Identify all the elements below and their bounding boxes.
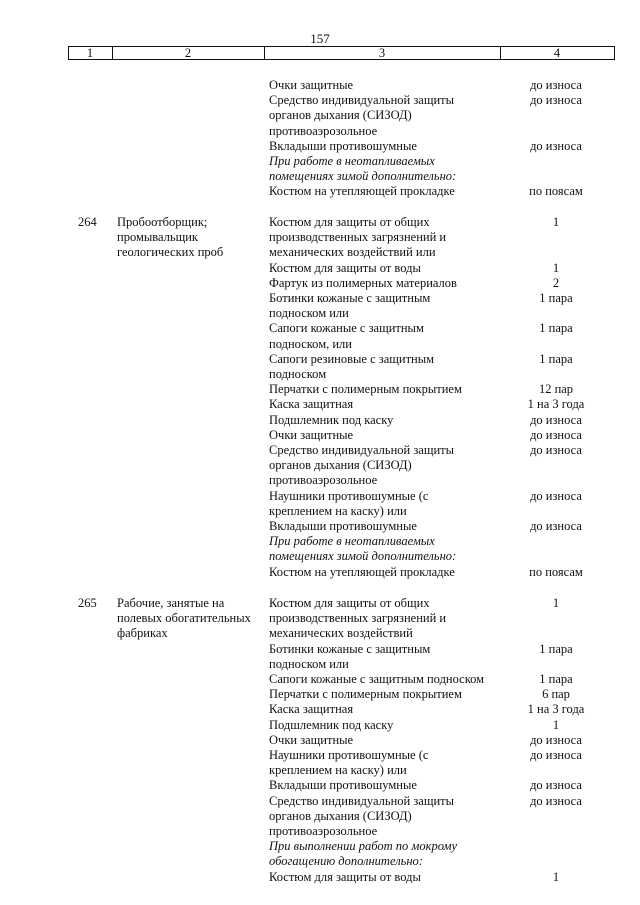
equipment-item: Сапоги кожаные с защитным подноском — [269, 672, 485, 686]
profession-name: промывальщик — [117, 230, 198, 245]
issue-norm: 1 пара — [539, 321, 573, 336]
issue-norm: 1 пара — [539, 672, 573, 686]
equipment-item: органов дыхания (СИЗОД) — [269, 808, 412, 823]
condition-note: При выполнении работ по мокрому — [269, 839, 458, 854]
issue-norm: до износа — [530, 138, 582, 153]
issue-norm: 1 пара — [539, 291, 573, 305]
equipment-item: Ботинки кожаные с защитным — [269, 641, 431, 656]
table-header — [68, 46, 615, 60]
issue-norm: по поясам — [529, 564, 583, 579]
issue-norm: до износа — [530, 78, 582, 92]
equipment-item: Средство индивидуальной защиты — [269, 443, 455, 457]
equipment-item: Очки защитные — [269, 427, 354, 442]
profession-name: Рабочие, занятые на — [117, 596, 225, 610]
condition-note: При работе в неотапливаемых — [269, 154, 435, 168]
equipment-item: органов дыхания (СИЗОД) — [269, 458, 412, 473]
equipment-item: противоаэрозольное — [269, 123, 378, 138]
equipment-item: Костюм для защиты от воды — [269, 260, 421, 275]
issue-norm: до износа — [530, 778, 582, 793]
equipment-item: производственных загрязнений и — [269, 230, 447, 245]
issue-norm: до износа — [530, 519, 582, 533]
issue-norm: 1 на 3 года — [527, 397, 585, 412]
issue-norm: 1 — [552, 215, 560, 229]
row-number: 265 — [78, 596, 97, 610]
issue-norm: 12 пар — [538, 382, 574, 397]
equipment-item: Перчатки с полимерным покрытием — [269, 687, 462, 702]
equipment-item: подноском — [269, 367, 327, 381]
equipment-item: противоаэрозольное — [269, 824, 378, 838]
equipment-item: органов дыхания (СИЗОД) — [269, 108, 412, 123]
issue-norm: 1 — [552, 260, 560, 275]
issue-norm: до износа — [530, 93, 582, 108]
profession-name: фабриках — [117, 626, 168, 641]
header-col-4: 4 — [553, 46, 561, 60]
header-col-1: 1 — [86, 46, 94, 60]
equipment-item: Вкладыши противошумные — [269, 138, 417, 153]
equipment-item: Ботинки кожаные с защитным — [269, 291, 431, 305]
equipment-item: Костюм для защиты от воды — [269, 869, 421, 884]
issue-norm: до износа — [530, 748, 582, 762]
issue-norm: 1 пара — [539, 351, 573, 366]
issue-norm: по поясам — [529, 184, 583, 199]
issue-norm: 1 пара — [539, 641, 573, 656]
issue-norm: до износа — [530, 412, 582, 427]
issue-norm: до износа — [530, 488, 582, 503]
equipment-item: подноском или — [269, 656, 349, 671]
equipment-item: механических воздействий — [269, 626, 413, 641]
equipment-item: механических воздействий или — [269, 245, 436, 260]
header-col-2: 2 — [184, 46, 192, 60]
header-divider — [614, 46, 615, 60]
equipment-item: Вкладыши противошумные — [269, 519, 417, 533]
issue-norm: до износа — [530, 793, 582, 808]
issue-norm: до износа — [530, 427, 582, 442]
equipment-item: креплением на каску) или — [269, 503, 407, 518]
issue-norm: 2 — [552, 275, 560, 290]
equipment-item: подноском или — [269, 306, 349, 321]
equipment-item: креплением на каску) или — [269, 763, 407, 778]
profession-name: Пробоотборщик; — [117, 215, 208, 229]
row-number: 264 — [78, 215, 97, 229]
issue-norm: 1 на 3 года — [527, 702, 585, 717]
equipment-item: производственных загрязнений и — [269, 611, 447, 626]
equipment-item: Сапоги резиновые с защитным — [269, 351, 435, 366]
page-number: 157 — [310, 31, 330, 46]
condition-note: помещениях зимой дополнительно: — [269, 169, 457, 184]
equipment-item: подноском, или — [269, 336, 352, 351]
header-col-3: 3 — [378, 46, 386, 60]
issue-norm: 6 пар — [542, 687, 570, 702]
condition-note: обогащению дополнительно: — [269, 854, 423, 869]
equipment-item: Костюм для защиты от общих — [269, 596, 430, 610]
issue-norm: 1 — [552, 869, 560, 884]
issue-norm: 1 — [552, 717, 560, 732]
equipment-item: Каска защитная — [269, 397, 354, 412]
condition-note: помещениях зимой дополнительно: — [269, 549, 457, 564]
equipment-item: Средство индивидуальной защиты — [269, 793, 455, 808]
equipment-item: Костюм на утепляющей прокладке — [269, 564, 455, 579]
equipment-item: Подшлемник под каску — [269, 412, 394, 427]
equipment-item: Подшлемник под каску — [269, 717, 394, 732]
equipment-item: Наушники противошумные (с — [269, 488, 429, 503]
equipment-item: Сапоги кожаные с защитным — [269, 321, 424, 336]
profession-name: геологических проб — [117, 245, 224, 260]
issue-norm: до износа — [530, 732, 582, 747]
equipment-item: Каска защитная — [269, 702, 354, 717]
equipment-item: противоаэрозольное — [269, 473, 378, 488]
equipment-item: Средство индивидуальной защиты — [269, 93, 455, 108]
condition-note: При работе в неотапливаемых — [269, 534, 435, 549]
profession-name: полевых обогатительных — [117, 611, 251, 626]
equipment-item: Костюм для защиты от общих — [269, 215, 430, 229]
equipment-item: Перчатки с полимерным покрытием — [269, 382, 462, 397]
equipment-item: Наушники противошумные (с — [269, 748, 429, 762]
equipment-item: Очки защитные — [269, 78, 354, 92]
equipment-item: Костюм на утепляющей прокладке — [269, 184, 455, 199]
equipment-item: Очки защитные — [269, 732, 354, 747]
equipment-item: Фартук из полимерных материалов — [269, 275, 457, 290]
equipment-item: Вкладыши противошумные — [269, 778, 417, 793]
issue-norm: до износа — [530, 443, 582, 457]
issue-norm: 1 — [552, 596, 560, 610]
